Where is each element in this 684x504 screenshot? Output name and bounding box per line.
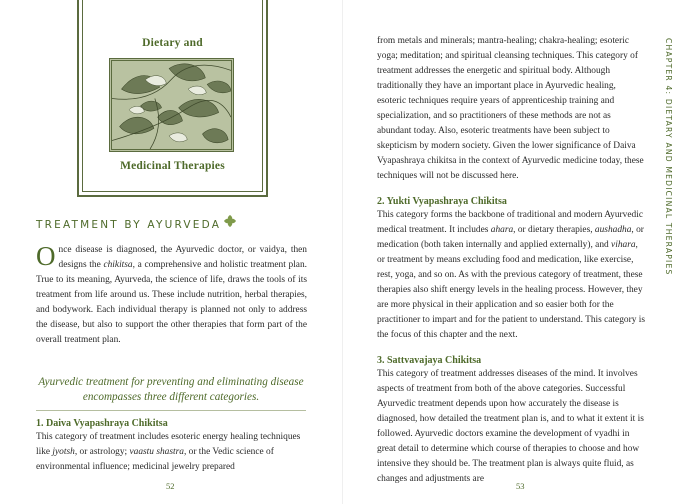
continuation-paragraph: from metals and minerals; mantra-healing; chakra-healing; esoteric yoga; meditation; and spiritual cleansing techniques. This category of treatment addresses the energetic and spiritual body. Although traditionally they have an important place in Ayurvedic healing, esoteric techniques require years of apprenticeship training and specialization, and so practitioners of these methods are not as abundant today. Also, esoteric treatments have been subject to skepticism by modern society. Given the lower significance of Daiva Vyapashraya chikitsa in the context of Ayurvedic medicine today, these techniques will not be discussed here. (377, 36, 644, 181)
item-1-block (36, 418, 307, 475)
item-3-body: This category of treatment addresses diseases of the mind. It involves aspects of treatment from both of the above categories. Successful Ayurvedic treatment depends upon how accurately the disease is diagnosed, how detailed the treatment plan is, and to what it extent it is followed. Ayurvedic doctors examine the development of vyadhi in great detail to determine which course of therapies to choose and how intensive they should be. The treatment plan is always quite fluid, as changes and adjustments are (377, 369, 644, 484)
leaf-ornament-icon (223, 214, 237, 228)
item-3-heading: 3. Sattvavajaya Chikitsa (377, 355, 482, 366)
item-2-text-4: , or treatment by means excluding food and medication, like exercise, rest, yoga, and so on. As with the previous category of treatment, these therapies also shift energy levels in the healing process. However, they are more physical in their application and so easier both for the practitioner to impart and for the patient to understand. This category is the focus of this chapter and the next. (377, 240, 645, 340)
right-text-column (377, 34, 645, 487)
running-head (659, 38, 677, 276)
page-number-left: 52 (166, 481, 175, 491)
item-2-italic-3: vihara (611, 240, 636, 250)
item-1-heading: 1. Daiva Vyapashraya Chikitsa (36, 418, 168, 429)
chapter-title-line2: Medicinal Therapies (120, 160, 225, 172)
intro-paragraph-block (36, 243, 307, 348)
item-1-text-3: , or the Vedic science of environmental influence; medicinal jewelry prepared (36, 447, 274, 472)
item-1-italic-2: vaastu shastra (129, 447, 184, 457)
intro-paragraph (36, 243, 307, 348)
chapter-title-line1: Dietary and (142, 37, 203, 49)
item-2-italic-2: aushadha (594, 225, 632, 235)
leaf-pattern-icon (112, 61, 231, 149)
item-1-italic-1: jyotsh (52, 447, 75, 457)
item-2-text-2: , or dietary therapies, (513, 225, 595, 235)
drop-cap: O (36, 241, 56, 271)
botanical-illustration (109, 58, 234, 152)
intro-text-2: , a comprehensive and holistic treatment plan. True to its meaning, Ayurveda, the science of life, draws the tools of its treatment from life around us. These include nutrition, herbal therapies, and bodywork. Each individual therapy is planned not only to address the disease, but also to support the other therapies that form part of the overall treatment plan. (36, 260, 307, 345)
item-1-text-2: , or astrology; (74, 447, 130, 457)
pull-quote-rule (36, 410, 306, 411)
running-head-text: CHAPTER 4: DIETARY AND MEDICINAL THERAPIES (664, 38, 673, 276)
page-number-right: 53 (516, 481, 525, 491)
item-2-text-1: This category forms the backbone of traditional and modern Ayurvedic medical treatment. It includes (377, 210, 643, 235)
item-1-body (36, 430, 307, 475)
intro-italic-term: chikitsa (103, 260, 133, 270)
page-gutter (342, 0, 343, 504)
item-2-italic-1: ahara (490, 225, 514, 235)
item-1-text-1: This category of treatment includes esoteric energy healing techniques like (36, 432, 301, 457)
chapter-title-card (77, 0, 268, 197)
item-2-body (377, 208, 645, 343)
item-2-text-3: , or medication (both taken internally and applied externally), and (377, 225, 644, 250)
pull-quote: Ayurvedic treatment for preventing and eliminating disease encompasses three different categories. (38, 376, 304, 403)
item-2-heading: 2. Yukti Vyapashraya Chikitsa (377, 196, 507, 207)
intro-text-1: nce disease is diagnosed, the Ayurvedic doctor, or vaidya, then designs the (58, 245, 307, 270)
section-heading: TREATMENT BY AYURVEDA (36, 219, 222, 231)
